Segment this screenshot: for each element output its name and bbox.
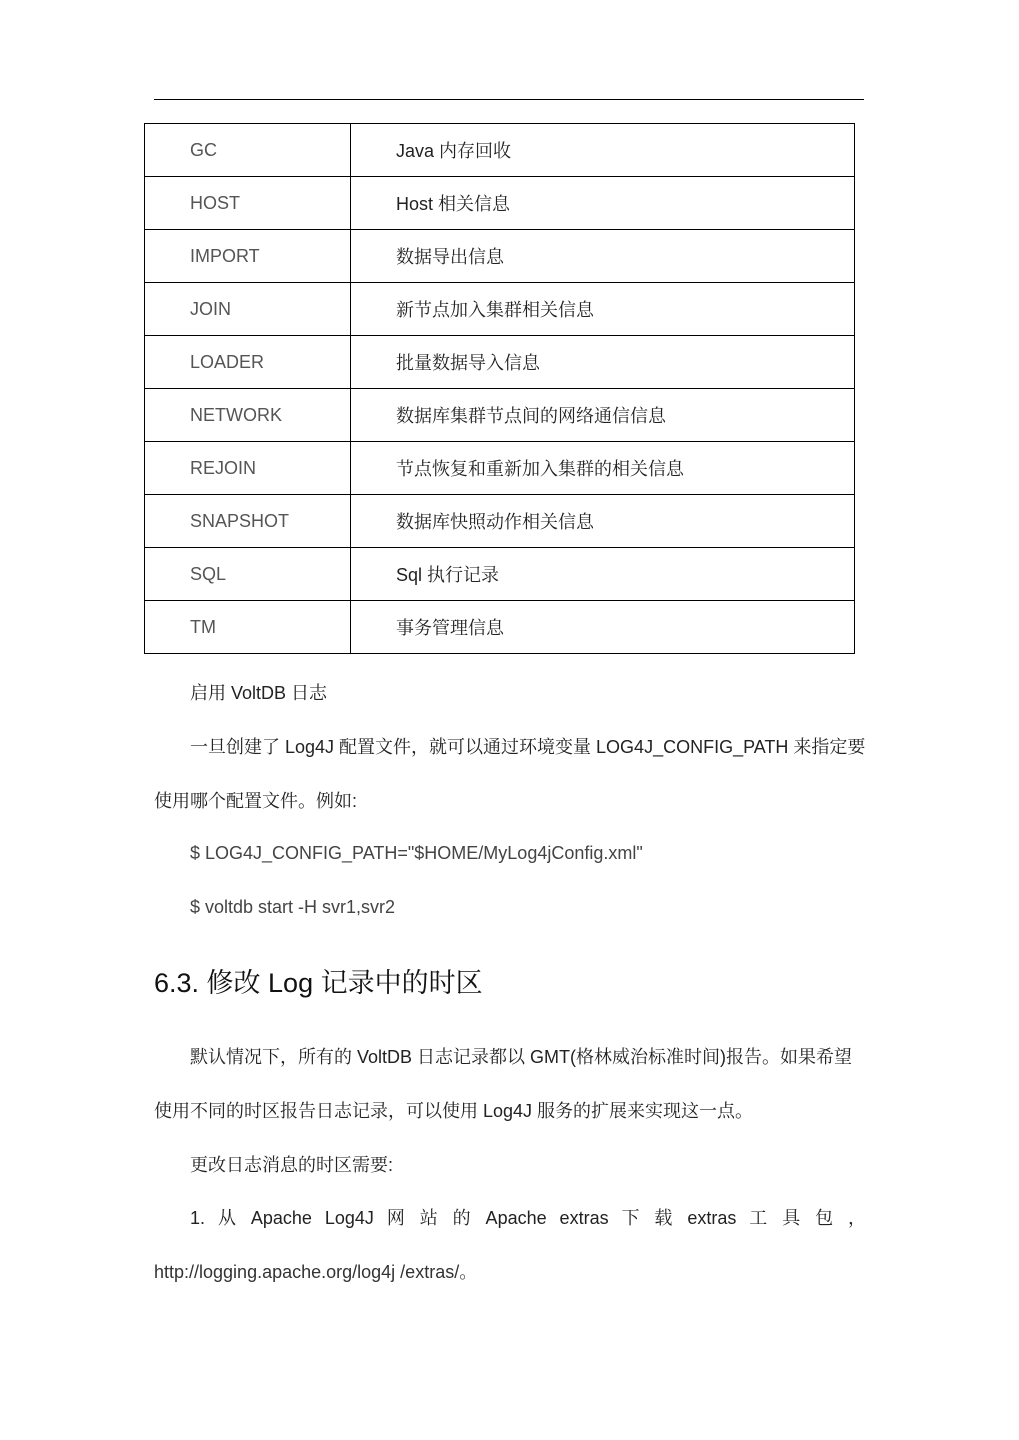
description-cell: 数据库快照动作相关信息 — [351, 495, 855, 548]
table-row — [145, 389, 855, 442]
table-row — [145, 495, 855, 548]
table-row — [145, 548, 855, 601]
category-cell: GC — [145, 124, 351, 177]
enable-logging-intro: 一旦创建了 Log4J 配置文件，就可以通过环境变量 LOG4J_CONFIG_PATH 来指定要使用哪个配置文件。例如: — [154, 737, 866, 811]
command-line-1: $ LOG4J_CONFIG_PATH="$HOME/MyLog4jConfig.xml" — [190, 843, 643, 863]
description-cell: 事务管理信息 — [351, 601, 855, 654]
table-row — [145, 336, 855, 389]
table-row — [145, 230, 855, 283]
step-1-line-1: 1. 从 Apache Log4J 网 站 的 Apache extras 下 载 extras 工 具 包 ， — [190, 1208, 866, 1228]
command-line-2: $ voltdb start -H svr1,svr2 — [190, 897, 396, 917]
timezone-paragraph: 默认情况下，所有的 VoltDB 日志记录都以 GMT(格林威治标准时间)报告。如果希望使用不同的时区报告日志记录，可以使用 Log4J 服务的扩展来实现这一点。 — [154, 1047, 853, 1121]
table-row — [145, 442, 855, 495]
enable-logging-title: 启用 VoltDB 日志 — [190, 683, 328, 703]
timezone-requirements: 更改日志消息的时区需要: — [190, 1155, 393, 1175]
description-cell: Sql 执行记录 — [351, 548, 855, 601]
category-cell: TM — [145, 601, 351, 654]
description-cell: 批量数据导入信息 — [351, 336, 855, 389]
description-cell: 新节点加入集群相关信息 — [351, 283, 855, 336]
log-category-table — [144, 123, 855, 654]
section-heading: 6.3. 修改 Log 记录中的时区 — [154, 968, 483, 998]
category-cell: JOIN — [145, 283, 351, 336]
table-row — [145, 177, 855, 230]
description-cell: Host 相关信息 — [351, 177, 855, 230]
page-header-rule — [154, 99, 864, 100]
category-cell: HOST — [145, 177, 351, 230]
table-row — [145, 283, 855, 336]
description-cell: 数据导出信息 — [351, 230, 855, 283]
table-row — [145, 601, 855, 654]
description-cell: 节点恢复和重新加入集群的相关信息 — [351, 442, 855, 495]
description-cell: 数据库集群节点间的网络通信信息 — [351, 389, 855, 442]
category-cell: REJOIN — [145, 442, 351, 495]
category-cell: SQL — [145, 548, 351, 601]
category-cell: LOADER — [145, 336, 351, 389]
table-body — [145, 124, 855, 654]
category-cell: IMPORT — [145, 230, 351, 283]
description-cell: Java 内存回收 — [351, 124, 855, 177]
step-1-link: http://logging.apache.org/log4j /extras/。 — [154, 1262, 478, 1282]
category-cell: NETWORK — [145, 389, 351, 442]
table-row — [145, 124, 855, 177]
category-cell: SNAPSHOT — [145, 495, 351, 548]
